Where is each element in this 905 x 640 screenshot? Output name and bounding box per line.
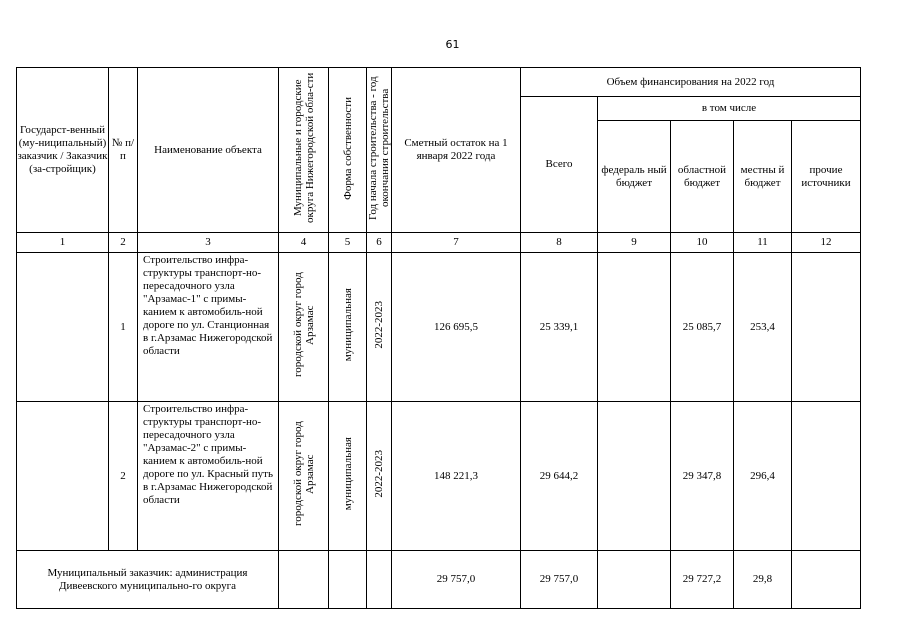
header-federal: федераль ный бюджет xyxy=(598,121,671,233)
row-federal xyxy=(598,402,671,551)
row-customer xyxy=(17,402,109,551)
subtotal-regional: 29 727,2 xyxy=(671,551,734,609)
subtotal-other xyxy=(792,551,861,609)
row-object-name: Строительство инфра-структуры транспорт-но-пересадочного узла "Арзамас-2" с примы-канием к автомобиль-ной дороге по ул. Красный путь в г.Арзамас Нижегородской области xyxy=(138,402,279,551)
row-object-name: Строительство инфра-структуры транспорт-но-пересадочного узла "Арзамас-1" с примы-канием к автомобиль-ной дороге по ул. Станционная в г.Арзамас Нижегородской области xyxy=(138,253,279,402)
row-local: 296,4 xyxy=(734,402,792,551)
column-numbers-row xyxy=(17,233,861,253)
header-total: Всего xyxy=(521,97,598,233)
col-number: 11 xyxy=(734,233,792,253)
col-number: 1 xyxy=(17,233,109,253)
row-regional: 29 347,8 xyxy=(671,402,734,551)
subtotal-empty xyxy=(367,551,392,609)
col-number: 8 xyxy=(521,233,598,253)
col-number: 3 xyxy=(138,233,279,253)
row-regional: 25 085,7 xyxy=(671,253,734,402)
col-number: 2 xyxy=(109,233,138,253)
header-customer: Государст-венный (му-ниципальный) заказчик / Заказчик (за-стройщик) xyxy=(17,68,109,233)
header-ownership: Форма собственности xyxy=(341,96,354,200)
header-including: в том числе xyxy=(598,97,861,121)
header-row-1 xyxy=(17,68,861,97)
subtotal-local: 29,8 xyxy=(734,551,792,609)
row-years: 2022-2023 xyxy=(373,450,385,498)
row-ownership: муниципальная xyxy=(341,288,354,362)
col-number: 5 xyxy=(329,233,367,253)
header-years: Год начала строительства - год окончания строительства xyxy=(367,76,391,220)
row-years-cell xyxy=(367,402,392,551)
table-row xyxy=(17,402,861,551)
row-balance: 148 221,3 xyxy=(392,402,521,551)
row-customer xyxy=(17,253,109,402)
row-ownership-cell xyxy=(329,402,367,551)
row-total: 25 339,1 xyxy=(521,253,598,402)
subtotal-empty xyxy=(329,551,367,609)
header-regional: областной бюджет xyxy=(671,121,734,233)
table-row xyxy=(17,253,861,402)
header-other: прочие источники xyxy=(792,121,861,233)
row-ownership: муниципальная xyxy=(341,437,354,511)
header-years-cell xyxy=(367,68,392,233)
col-number: 9 xyxy=(598,233,671,253)
header-ownership-cell xyxy=(329,68,367,233)
row-years-cell xyxy=(367,253,392,402)
col-number: 4 xyxy=(279,233,329,253)
header-municipality-cell xyxy=(279,68,329,233)
header-municipality: Муниципальные и городские округа Нижегородской обла-сти xyxy=(291,72,316,224)
row-ownership-cell xyxy=(329,253,367,402)
header-balance: Сметный остаток на 1 января 2022 года xyxy=(392,68,521,233)
header-local: местны й бюджет xyxy=(734,121,792,233)
row-federal xyxy=(598,253,671,402)
col-number: 12 xyxy=(792,233,861,253)
row-other xyxy=(792,402,861,551)
subtotal-label: Муниципальный заказчик: администрация Дивеевского муниципально-го округа xyxy=(17,551,279,609)
row-municipality-cell xyxy=(279,402,329,551)
subtotal-row xyxy=(17,551,861,609)
header-funding-title: Объем финансирования на 2022 год xyxy=(521,68,861,97)
subtotal-total: 29 757,0 xyxy=(521,551,598,609)
header-num: № п/п xyxy=(109,68,138,233)
col-number: 6 xyxy=(367,233,392,253)
financing-table xyxy=(16,67,861,609)
row-years: 2022-2023 xyxy=(373,301,385,349)
row-municipality-cell xyxy=(279,253,329,402)
row-local: 253,4 xyxy=(734,253,792,402)
header-object-name: Наименование объекта xyxy=(138,68,279,233)
subtotal-federal xyxy=(598,551,671,609)
row-total: 29 644,2 xyxy=(521,402,598,551)
row-num: 1 xyxy=(109,253,138,402)
subtotal-empty xyxy=(279,551,329,609)
row-num: 2 xyxy=(109,402,138,551)
row-balance: 126 695,5 xyxy=(392,253,521,402)
page-number: 61 xyxy=(445,38,460,51)
row-municipality: городской округ город Арзамас xyxy=(291,272,316,378)
subtotal-balance: 29 757,0 xyxy=(392,551,521,609)
col-number: 7 xyxy=(392,233,521,253)
row-other xyxy=(792,253,861,402)
row-municipality: городской округ город Арзамас xyxy=(291,421,316,527)
col-number: 10 xyxy=(671,233,734,253)
